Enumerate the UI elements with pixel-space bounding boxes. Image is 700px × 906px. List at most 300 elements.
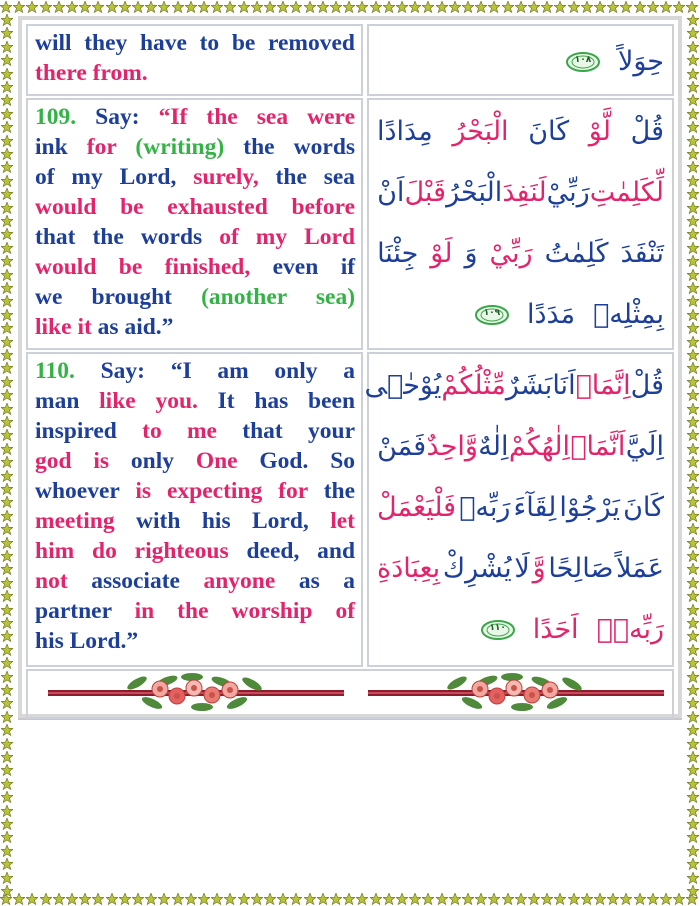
floral-divider-left <box>42 671 350 719</box>
english-line <box>35 416 355 446</box>
english-word: you. <box>155 388 198 414</box>
star-icon <box>66 1 78 13</box>
star-icon <box>1 242 13 254</box>
star-icon <box>1 818 13 830</box>
arabic-word: قَبْلَ <box>404 177 446 208</box>
star-icon <box>436 1 448 13</box>
star-icon <box>687 81 699 93</box>
star-icon <box>594 1 606 13</box>
star-icon <box>238 893 250 905</box>
english-word: am <box>217 358 249 384</box>
star-icon <box>53 893 65 905</box>
star-icon <box>687 858 699 870</box>
star-icon <box>409 1 421 13</box>
star-icon <box>687 738 699 750</box>
arabic-word: اِنَّمَاۤ <box>575 370 631 401</box>
arabic-word: رَبِّهٖ <box>459 492 511 523</box>
star-icon <box>1 483 13 495</box>
star-icon <box>1 751 13 763</box>
star-icon <box>119 893 131 905</box>
english-word: a <box>343 358 356 384</box>
star-icon <box>145 1 157 13</box>
star-icon <box>475 1 487 13</box>
arabic-line <box>377 34 664 90</box>
english-line <box>35 446 355 476</box>
star-icon <box>0 1 12 13</box>
english-word: with <box>136 508 181 534</box>
english-word: and <box>317 538 356 564</box>
english-word: if <box>340 254 356 280</box>
star-icon <box>687 443 699 455</box>
star-icon <box>251 893 263 905</box>
star-icon <box>1 282 13 294</box>
english-word: “If <box>158 104 188 130</box>
english-word: words <box>293 134 356 160</box>
arabic-word: حِوَلاً <box>617 46 664 77</box>
arabic-word: اَنْ <box>377 177 405 208</box>
arabic-word: وَّ <box>532 553 546 584</box>
star-icon <box>687 617 699 629</box>
star-icon <box>1 309 13 321</box>
english-word: (another <box>201 284 287 310</box>
arabic-word: بِمِثْلِهٖ <box>593 299 664 330</box>
star-icon <box>1 27 13 39</box>
arabic-word: اَحَدًا <box>532 614 579 645</box>
english-word: my <box>255 224 288 250</box>
english-word: god <box>35 448 72 474</box>
english-word: him <box>35 538 75 564</box>
star-icon <box>541 893 553 905</box>
star-icon <box>264 1 276 13</box>
star-icon <box>1 778 13 790</box>
star-icon <box>554 893 566 905</box>
ornament-row <box>26 669 674 719</box>
english-line <box>35 252 355 282</box>
star-icon <box>277 1 289 13</box>
star-icon <box>145 893 157 905</box>
star-icon <box>673 893 685 905</box>
star-icon <box>422 1 434 13</box>
english-line <box>35 28 355 58</box>
star-icon <box>686 1 698 13</box>
english-word: aid.” <box>124 314 174 340</box>
star-icon <box>687 108 699 120</box>
star-icon <box>1 429 13 441</box>
english-line <box>35 132 355 162</box>
star-icon <box>686 893 698 905</box>
star-icon <box>0 893 12 905</box>
star-icon <box>343 1 355 13</box>
star-icon <box>687 282 699 294</box>
english-word: the <box>275 164 307 190</box>
english-word: is <box>93 448 110 474</box>
arabic-word: صَالِحًا <box>548 553 614 584</box>
arabic-word: لَّوْ <box>588 116 611 147</box>
english-word: So <box>330 448 356 474</box>
arabic-line <box>377 602 664 658</box>
star-icon <box>1 135 13 147</box>
english-word: Lord, <box>119 164 177 190</box>
arabic-word: الْبَحْرُ <box>446 177 503 208</box>
star-icon <box>1 202 13 214</box>
english-word: be <box>118 254 143 280</box>
arabic-line <box>377 419 664 475</box>
english-word: meeting <box>35 508 115 534</box>
star-icon <box>1 845 13 857</box>
arabic-line <box>364 358 664 414</box>
star-icon <box>1 54 13 66</box>
english-cell <box>26 352 363 667</box>
star-icon <box>687 309 699 321</box>
arabic-word: عَمَلاً <box>616 553 664 584</box>
english-word: Lord.” <box>69 628 139 654</box>
star-icon <box>370 893 382 905</box>
english-text <box>35 356 355 656</box>
star-icon <box>581 1 593 13</box>
arabic-word: قُلْ <box>630 370 664 401</box>
english-word: 110. <box>35 358 75 384</box>
star-icon <box>106 893 118 905</box>
english-word: Lord <box>304 224 356 250</box>
english-word: of <box>335 598 356 624</box>
star-icon <box>528 1 540 13</box>
star-icon <box>1 456 13 468</box>
arabic-word: وَ <box>464 238 478 269</box>
english-line <box>35 506 355 536</box>
star-icon <box>1 403 13 415</box>
table-row <box>26 98 674 350</box>
star-icon <box>396 893 408 905</box>
ayah-number-medallion-icon <box>566 52 600 72</box>
star-icon <box>290 1 302 13</box>
star-icon <box>1 537 13 549</box>
english-word: One <box>195 448 238 474</box>
star-icon <box>647 1 659 13</box>
star-icon <box>13 893 25 905</box>
star-icon <box>1 590 13 602</box>
star-icon <box>541 1 553 13</box>
star-icon <box>687 188 699 200</box>
star-icon <box>568 893 580 905</box>
star-icon <box>106 1 118 13</box>
star-icon <box>1 376 13 388</box>
star-icon <box>370 1 382 13</box>
star-icon <box>1 657 13 669</box>
star-icon <box>687 242 699 254</box>
star-icon <box>1 255 13 267</box>
star-icon <box>687 429 699 441</box>
star-icon <box>1 121 13 133</box>
star-icon <box>488 893 500 905</box>
star-icon <box>1 671 13 683</box>
arabic-word: رَبِّيْ <box>546 177 590 208</box>
english-word: whoever <box>35 478 120 504</box>
arabic-word: يُوْحٰۤى <box>364 370 442 401</box>
star-icon <box>119 1 131 13</box>
star-icon <box>66 893 78 905</box>
star-icon <box>436 893 448 905</box>
english-word: God. <box>259 448 309 474</box>
english-word: finished, <box>164 254 251 280</box>
star-icon <box>1 14 13 26</box>
star-icon <box>687 54 699 66</box>
star-icon <box>687 349 699 361</box>
star-icon <box>317 893 329 905</box>
star-icon <box>304 1 316 13</box>
star-icon <box>554 1 566 13</box>
star-icon <box>687 41 699 53</box>
star-icon <box>132 893 144 905</box>
english-word: inspired <box>35 418 117 444</box>
english-word: It <box>217 388 235 414</box>
star-icon <box>1 831 13 843</box>
english-word: anyone <box>203 568 276 594</box>
star-icon <box>462 1 474 13</box>
ayah-number: ١٠٨ <box>574 55 592 65</box>
ayah-number-medallion-icon <box>481 620 515 640</box>
table-row <box>26 352 674 667</box>
english-line <box>35 386 355 416</box>
star-icon <box>687 510 699 522</box>
star-icon <box>687 470 699 482</box>
star-icon <box>132 1 144 13</box>
english-word: as <box>97 314 119 340</box>
star-icon <box>620 893 632 905</box>
star-icon <box>687 483 699 495</box>
arabic-word: لِّكَلِمٰتِ <box>589 177 664 208</box>
english-word: Say: <box>95 104 140 130</box>
star-icon <box>687 376 699 388</box>
english-word: the <box>323 478 356 504</box>
star-icon <box>330 1 342 13</box>
english-word: not <box>35 568 68 594</box>
star-icon <box>581 893 593 905</box>
star-icon <box>251 1 263 13</box>
arabic-word: لَنَفِدَ <box>502 177 547 208</box>
star-icon <box>1 295 13 307</box>
star-icon <box>40 893 52 905</box>
star-icon <box>1 41 13 53</box>
star-icon <box>211 1 223 13</box>
star-icon <box>356 1 368 13</box>
star-icon <box>1 764 13 776</box>
english-word: will they have to be removed <box>35 30 355 56</box>
english-word: worship <box>231 598 313 624</box>
star-icon <box>264 893 276 905</box>
star-icon <box>1 470 13 482</box>
star-icon <box>1 496 13 508</box>
english-word: before <box>291 194 356 220</box>
star-icon <box>185 893 197 905</box>
english-word: of <box>219 224 239 250</box>
star-icon <box>687 94 699 106</box>
english-word: “I <box>170 358 192 384</box>
page-panel <box>18 16 682 718</box>
star-icon <box>1 711 13 723</box>
star-icon <box>687 751 699 763</box>
english-word: sea <box>256 104 289 130</box>
star-icon <box>449 1 461 13</box>
star-icon <box>449 893 461 905</box>
star-icon <box>1 697 13 709</box>
arabic-cell <box>367 24 674 96</box>
star-icon <box>502 1 514 13</box>
star-icon <box>660 893 672 905</box>
arabic-word: مِدَادًا <box>377 116 433 147</box>
arabic-word: جِئْنَا <box>377 238 419 269</box>
star-icon <box>290 893 302 905</box>
star-icon <box>26 893 38 905</box>
english-word: sea) <box>315 284 356 310</box>
arabic-word: اِلٰهٌ <box>478 431 509 462</box>
arabic-word: تَنْفَدَ <box>620 238 664 269</box>
star-icon <box>687 523 699 535</box>
star-icon <box>687 175 699 187</box>
star-icon <box>1 563 13 575</box>
star-icon <box>92 1 104 13</box>
star-icon <box>687 537 699 549</box>
star-icon <box>687 831 699 843</box>
star-icon <box>1 269 13 281</box>
star-icon <box>687 416 699 428</box>
table-row <box>26 24 674 96</box>
star-icon <box>620 1 632 13</box>
english-word: of <box>35 164 55 190</box>
floral-divider-right <box>362 671 670 719</box>
star-icon <box>687 496 699 508</box>
star-icon <box>79 893 91 905</box>
english-word: been <box>308 388 356 414</box>
arabic-word: اِلَيَّ <box>625 431 664 462</box>
star-icon <box>687 403 699 415</box>
english-word: your <box>308 418 355 444</box>
star-icon <box>687 295 699 307</box>
star-icon <box>1 604 13 616</box>
star-icon <box>185 1 197 13</box>
star-icon <box>317 1 329 13</box>
english-word: associate <box>91 568 180 594</box>
english-word: his <box>201 508 231 534</box>
star-icon <box>409 893 421 905</box>
star-icon <box>687 228 699 240</box>
star-icon <box>1 416 13 428</box>
english-word: Say: <box>100 358 145 384</box>
english-word: surely, <box>193 164 259 190</box>
english-word: words <box>140 224 203 250</box>
star-icon <box>383 893 395 905</box>
star-icon <box>687 148 699 160</box>
star-icon <box>92 893 104 905</box>
english-word: like <box>99 388 136 414</box>
star-icon <box>304 893 316 905</box>
arabic-word: يَرْجُوْا <box>559 492 620 523</box>
english-word: to <box>142 418 162 444</box>
star-icon <box>687 684 699 696</box>
star-icon <box>1 523 13 535</box>
star-icon <box>462 893 474 905</box>
star-icon <box>687 724 699 736</box>
star-icon <box>515 1 527 13</box>
english-line <box>35 282 355 312</box>
star-icon <box>687 14 699 26</box>
star-icon <box>687 657 699 669</box>
english-word: that <box>35 224 76 250</box>
english-word: a <box>343 568 356 594</box>
star-icon <box>687 389 699 401</box>
english-word: me <box>186 418 217 444</box>
english-word: for <box>86 134 117 160</box>
english-word: brought <box>91 284 173 310</box>
english-text <box>35 102 355 342</box>
english-line <box>35 162 355 192</box>
english-word: the <box>206 104 238 130</box>
english-line <box>35 536 355 566</box>
star-icon <box>594 893 606 905</box>
ornament-cell <box>26 669 674 719</box>
english-word: it <box>77 314 92 340</box>
english-line <box>35 476 355 506</box>
star-icon <box>1 684 13 696</box>
star-icon <box>687 269 699 281</box>
arabic-word: الْبَحْرُ <box>452 116 509 147</box>
english-word: only <box>274 358 318 384</box>
arabic-word: رَبِّهٖۤ <box>596 614 664 645</box>
english-word: as <box>298 568 320 594</box>
english-word: only <box>130 448 174 474</box>
star-icon <box>687 255 699 267</box>
english-word: (writing) <box>135 134 225 160</box>
english-word: is <box>135 478 152 504</box>
star-icon <box>687 577 699 589</box>
star-icon <box>1 644 13 656</box>
star-icon <box>158 1 170 13</box>
english-word: that <box>242 418 283 444</box>
english-word: were <box>307 104 355 130</box>
star-icon <box>634 1 646 13</box>
star-icon <box>687 711 699 723</box>
star-icon <box>1 188 13 200</box>
star-icon <box>343 893 355 905</box>
arabic-word: قُلْ <box>630 116 664 147</box>
arabic-word: اَنَّمَاۤ <box>570 431 626 462</box>
star-icon <box>330 893 342 905</box>
arabic-word: لِقَآءَ <box>513 492 557 523</box>
star-icon <box>687 336 699 348</box>
star-icon <box>1 175 13 187</box>
english-word: 109. <box>35 104 77 130</box>
star-icon <box>528 893 540 905</box>
english-word: we <box>35 284 63 310</box>
star-icon <box>1 738 13 750</box>
star-icon <box>687 362 699 374</box>
star-icon <box>1 510 13 522</box>
arabic-line <box>377 287 664 343</box>
english-line <box>35 312 355 342</box>
english-word: for <box>278 478 308 504</box>
english-line <box>35 102 355 132</box>
arabic-line <box>377 480 664 536</box>
star-icon <box>172 893 184 905</box>
star-icon <box>607 1 619 13</box>
star-icon <box>687 604 699 616</box>
star-icon <box>687 135 699 147</box>
star-icon <box>687 644 699 656</box>
arabic-word: كَانَ <box>528 116 570 147</box>
star-icon <box>1 858 13 870</box>
star-icon <box>1 322 13 334</box>
english-text <box>35 28 355 88</box>
english-word: man <box>35 388 80 414</box>
